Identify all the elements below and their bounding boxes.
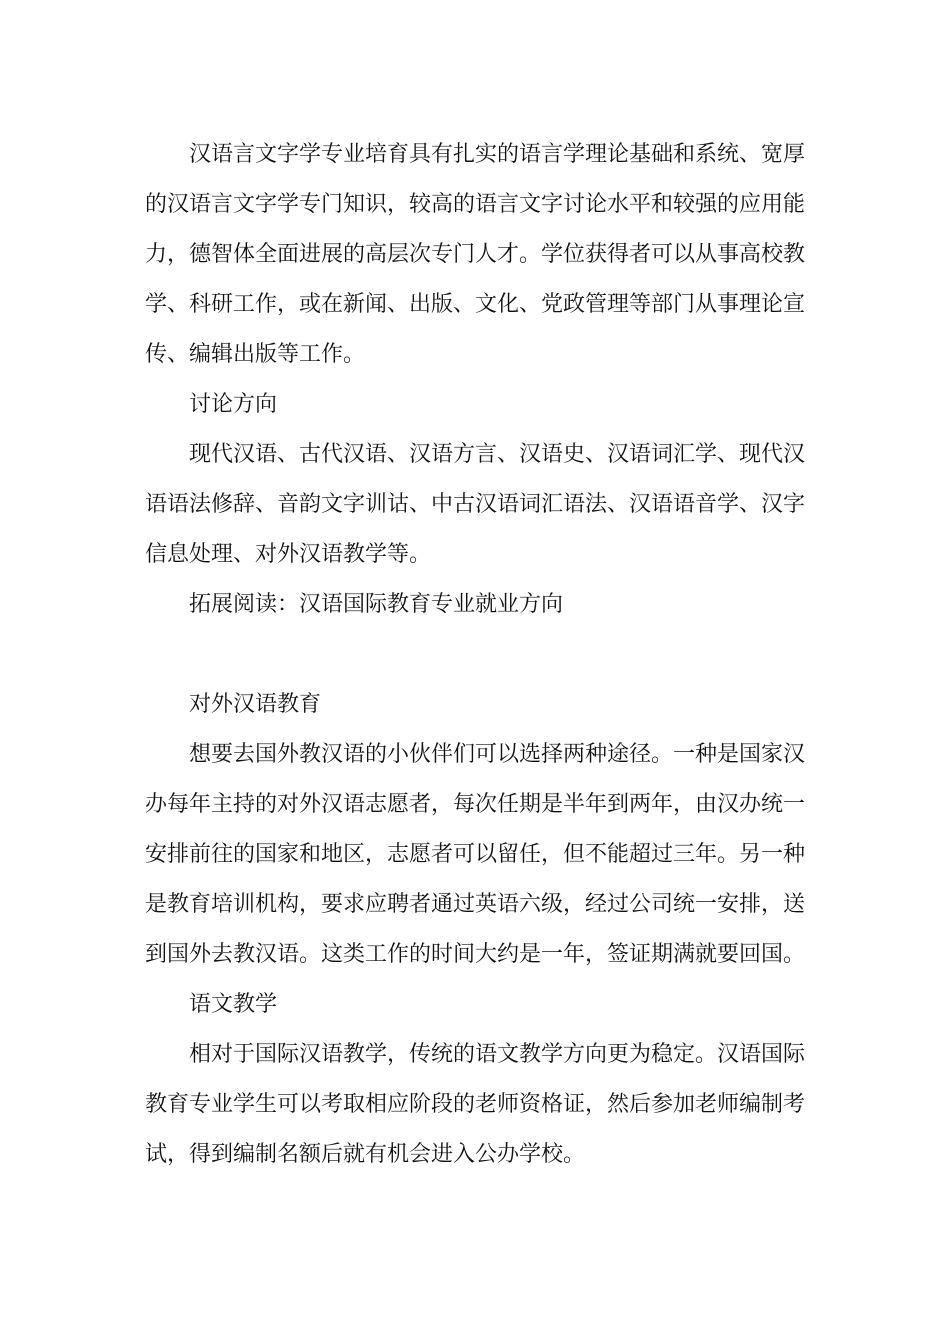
heading-chinese-language-teaching: 语文教学: [189, 992, 278, 1017]
paragraph-research-directions: 现代汉语、古代汉语、汉语方言、汉语史、汉语词汇学、现代汉语语法修辞、音韵文字训诂、中古汉语词汇语法、汉语语音学、汉字信息处理、对外汉语教学等。: [145, 442, 806, 567]
blank-line: [145, 630, 805, 680]
extended-reading-line: 拓展阅读：汉语国际教育专业就业方向: [189, 592, 564, 617]
heading-research-directions: 讨论方向: [189, 392, 278, 417]
paragraph-overseas-chinese-teaching: 想要去国外教汉语的小伙伴们可以选择两种途径。一种是国家汉办每年主持的对外汉语志愿者，每次任期是半年到两年，由汉办统一安排前往的国家和地区，志愿者可以留任，但不能超过三年。另一种是教育培训机构，要求应聘者通过英语六级，经过公司统一安排，送到国外去教汉语。这类工作的时间大约是一年，签证期满就要回国。: [145, 742, 806, 967]
heading-overseas-chinese-teaching: 对外汉语教育: [189, 692, 322, 717]
document-body: [145, 130, 805, 1180]
paragraph-chinese-language-teaching: 相对于国际汉语教学，传统的语文教学方向更为稳定。汉语国际教育专业学生可以考取相应阶段的老师资格证，然后参加老师编制考试，得到编制名额后就有机会进入公办学校。: [145, 1042, 806, 1167]
paragraph-major-intro: 汉语言文字学专业培育具有扎实的语言学理论基础和系统、宽厚的汉语言文字学专门知识，较高的语言文字讨论水平和较强的应用能力，德智体全面进展的高层次专门人才。学位获得者可以从事高校教学、科研工作，或在新闻、出版、文化、党政管理等部门从事理论宣传、编辑出版等工作。: [145, 142, 806, 367]
